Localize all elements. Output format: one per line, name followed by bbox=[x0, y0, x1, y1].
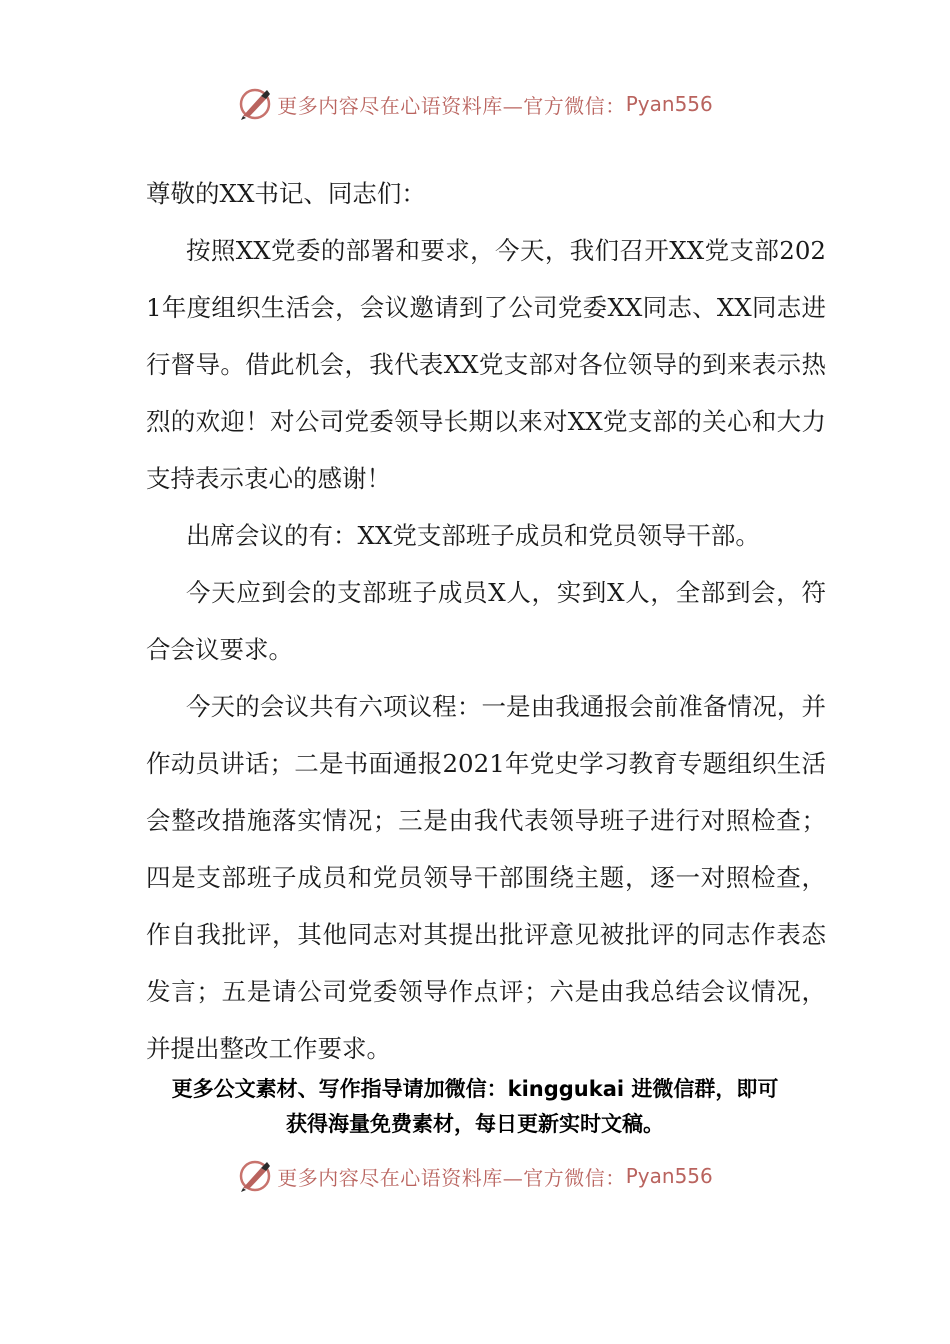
promo-notice bbox=[110, 1072, 840, 1142]
header-banner-wechat-id: Pyan556 bbox=[625, 92, 713, 116]
document-body bbox=[146, 165, 826, 1077]
footer-banner-wechat-id: Pyan556 bbox=[625, 1164, 713, 1188]
promo-line-1: 更多公文素材、写作指导请加微信：kinggukai 进微信群，即可 bbox=[171, 1077, 779, 1101]
pen-logo-icon bbox=[237, 1158, 273, 1194]
header-banner bbox=[0, 84, 950, 124]
paragraph-agenda: 今天的会议共有六项议程：一是由我通报会前准备情况，并作动员讲话；二是书面通报2021年党史学习教育专题组织生活会整改措施落实情况；三是由我代表领导班子进行对照检查；四是支部班子成员和党员领导干部围绕主题，逐一对照检查，作自我批评，其他同志对其提出批评意见被批评的同志作表态发言；五是请公司党委领导作点评；六是由我总结会议情况，并提出整改工作要求。 bbox=[146, 692, 826, 1063]
greeting: 尊敬的XX书记、同志们： bbox=[146, 179, 426, 208]
pen-logo-icon bbox=[237, 86, 273, 122]
paragraph-attendance: 今天应到会的支部班子成员X人，实到X人，全部到会，符合会议要求。 bbox=[146, 578, 826, 664]
footer-banner bbox=[0, 1156, 950, 1196]
footer-banner-text: 更多内容尽在心语资料库—官方微信： bbox=[277, 1165, 626, 1190]
paragraph-attendees: 出席会议的有：XX党支部班子成员和党员领导干部。 bbox=[186, 521, 760, 550]
promo-line-2: 获得海量免费素材，每日更新实时文稿。 bbox=[286, 1112, 664, 1136]
paragraph-intro: 按照XX党委的部署和要求，今天，我们召开XX党支部2021年度组织生活会，会议邀请到了公司党委XX同志、XX同志进行督导。借此机会，我代表XX党支部对各位领导的到来表示热烈的欢迎！对公司党委领导长期以来对XX党支部的关心和大力支持表示衷心的感谢！ bbox=[146, 236, 826, 493]
header-banner-text: 更多内容尽在心语资料库—官方微信： bbox=[277, 93, 626, 118]
